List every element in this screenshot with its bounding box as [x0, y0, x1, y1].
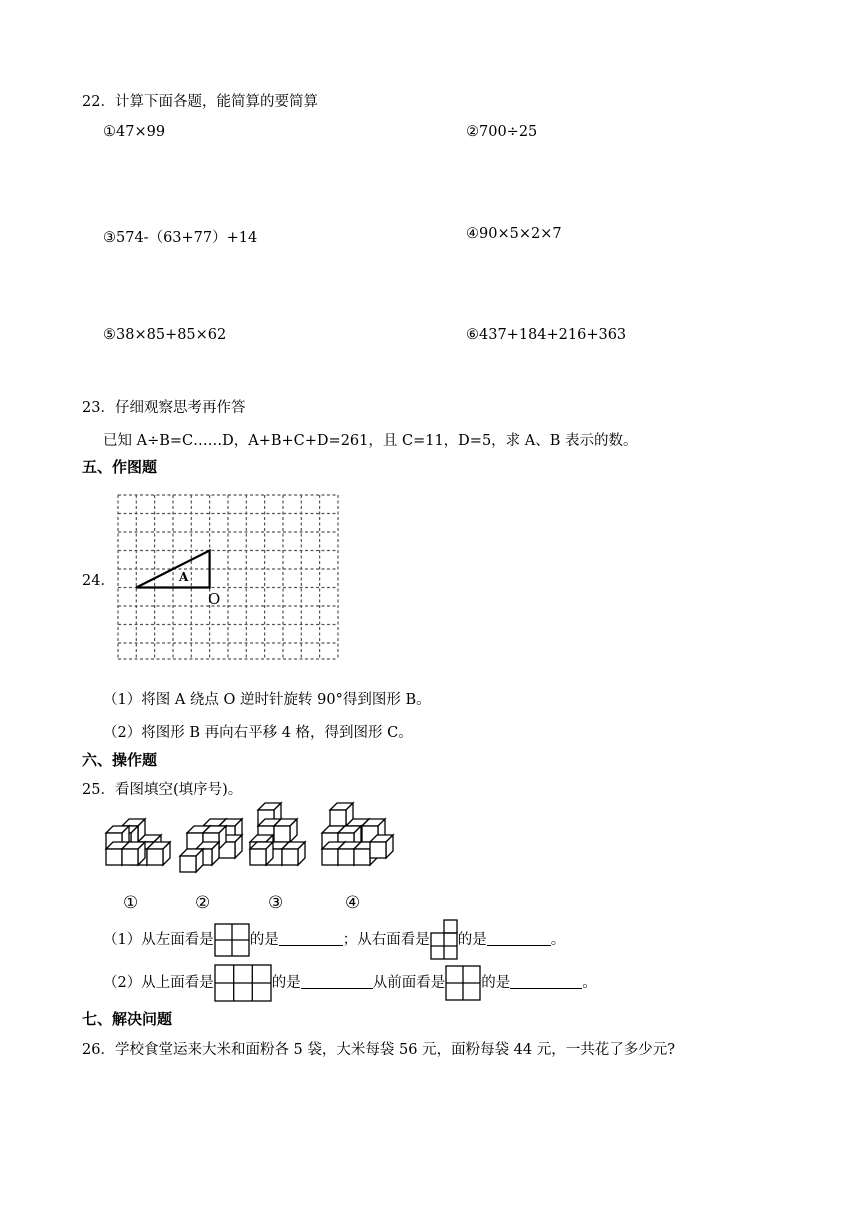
- cube-figure-4: [322, 803, 393, 865]
- question-number: 25．: [82, 782, 115, 798]
- question-text: 仔细观察思考再作答: [114, 400, 246, 416]
- answer-blank-3[interactable]: [301, 974, 373, 989]
- q24-grid-figure: [115, 492, 341, 662]
- answer-blank-4[interactable]: [510, 974, 582, 989]
- q24-sub-2: （2）将图形 B 再向右平移 4 格，得到图形 C。: [103, 725, 413, 741]
- figure-label-1: ①: [123, 893, 139, 913]
- q22-item-6: ⑥437+184+216+363: [466, 327, 627, 343]
- section-title-6: 六、操作题: [82, 751, 158, 769]
- q25-stem: [82, 778, 242, 799]
- q22-item-3: ③574-（63+77）+14: [103, 230, 258, 246]
- answer-blank-2[interactable]: [487, 931, 551, 946]
- figure-label-3: ③: [268, 893, 284, 913]
- question-number: 22．: [82, 94, 115, 110]
- view-right-text: ；从右面看是: [342, 932, 430, 948]
- text: 的是: [481, 975, 511, 991]
- view-top-text: （2）从上面看是: [103, 975, 214, 991]
- view-top-shape: [214, 964, 272, 1002]
- question-text: 计算下面各题，能简算的要简算: [114, 94, 318, 110]
- question-number: 23．: [82, 400, 115, 416]
- cube-figure-2: [180, 819, 242, 872]
- text: 。: [582, 975, 597, 991]
- cube-figure-1: [106, 819, 170, 865]
- q24-number: 24．: [82, 573, 115, 589]
- view-front-shape: [445, 965, 481, 1001]
- text: 的是: [249, 932, 279, 948]
- q23-stem: [82, 396, 245, 417]
- q22-stem: [82, 90, 318, 111]
- question-text: 学校食堂运来大米和面粉各 5 袋，大米每袋 56 元，面粉每袋 44 元，一共花了多少元?: [114, 1042, 676, 1058]
- figure-label-2: ②: [195, 893, 211, 913]
- label-a: A: [179, 570, 189, 584]
- q25-line-2: [103, 962, 597, 1004]
- q24-sub-1: （1）将图 A 绕点 O 逆时针旋转 90°得到图形 B。: [103, 692, 431, 708]
- view-left-text: （1）从左面看是: [103, 932, 214, 948]
- q23-body: 已知 A÷B=C……D，A+B+C+D=261，且 C=11，D=5，求 A、B 表示的数。: [103, 433, 638, 449]
- question-text: 看图填空(填序号)。: [114, 782, 243, 798]
- text: 。: [550, 932, 566, 948]
- view-right-shape: [430, 919, 458, 961]
- section-title-7: 七、解决问题: [82, 1010, 173, 1028]
- text: 的是: [271, 975, 301, 991]
- section-title-5: 五、作图题: [82, 458, 158, 476]
- q22-item-2: ②700÷25: [466, 124, 538, 140]
- q22-item-4: ④90×5×2×7: [466, 226, 562, 242]
- question-number: 26．: [82, 1042, 115, 1058]
- q22-item-5: ⑤38×85+85×62: [103, 327, 227, 343]
- view-left-shape: [214, 923, 250, 957]
- q22-item-1: ①47×99: [103, 124, 166, 140]
- figure-label-4: ④: [345, 893, 361, 913]
- label-o: O: [208, 590, 221, 608]
- cube-figure-3: [250, 803, 305, 865]
- q25-line-1: [103, 919, 565, 961]
- view-front-text: 从前面看是: [372, 975, 446, 991]
- cube-figures: [98, 798, 398, 878]
- text: 的是: [457, 932, 487, 948]
- answer-blank-1[interactable]: [279, 931, 343, 946]
- q26-stem: [82, 1038, 675, 1059]
